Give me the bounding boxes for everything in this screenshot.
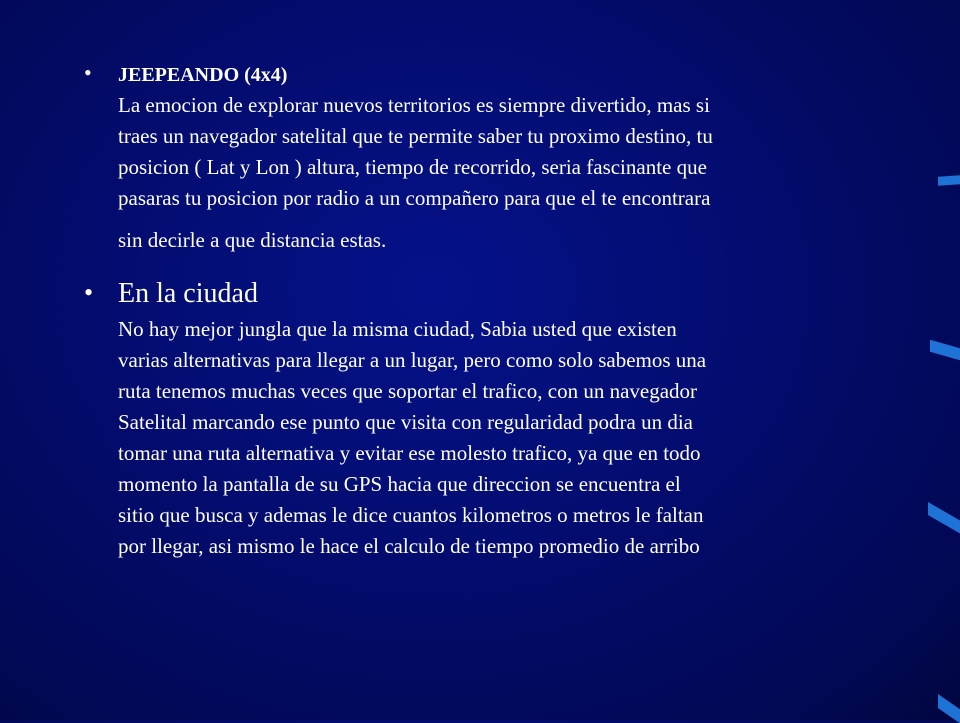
bullet-marker: • xyxy=(84,278,94,307)
bullet-marker: • xyxy=(84,60,92,85)
decorative-accent-mark xyxy=(938,694,960,723)
decorative-accent-mark xyxy=(928,502,960,533)
body-line: sin decirle a que distancia estas. xyxy=(118,228,387,252)
bullet-heading: En la ciudad xyxy=(118,278,258,309)
decorative-accent-mark xyxy=(930,340,960,361)
body-line: varias alternativas para llegar a un lugar, pero como solo sabemos una xyxy=(118,348,707,372)
body-line: posicion ( Lat y Lon ) altura, tiempo de recorrido, seria fascinante que xyxy=(118,155,707,179)
body-line: tomar una ruta alternativa y evitar ese molesto trafico, ya que en todo xyxy=(118,441,701,465)
bullet-heading: JEEPEANDO (4x4) xyxy=(118,64,288,86)
body-line: traes un navegador satelital que te permite saber tu proximo destino, tu xyxy=(118,124,713,148)
body-line: No hay mejor jungla que la misma ciudad, Sabia usted que existen xyxy=(118,317,677,341)
body-line: pasaras tu posicion por radio a un compañero para que el te encontrara xyxy=(118,186,711,210)
body-line: momento la pantalla de su GPS hacia que direccion se encuentra el xyxy=(118,472,681,496)
bullet-content xyxy=(118,60,888,256)
body-line: Satelital marcando ese punto que visita con regularidad podra un dia xyxy=(118,410,693,434)
body-line: ruta tenemos muchas veces que soportar el trafico, con un navegador xyxy=(118,379,698,403)
body-line: por llegar, asi mismo le hace el calculo de tiempo promedio de arribo xyxy=(118,534,700,558)
bullet-content xyxy=(118,276,888,562)
decorative-accent-mark xyxy=(938,175,960,186)
body-line: La emocion de explorar nuevos territorios es siempre divertido, mas si xyxy=(118,93,710,117)
body-line: sitio que busca y ademas le dice cuantos kilometros o metros le faltan xyxy=(118,503,704,527)
